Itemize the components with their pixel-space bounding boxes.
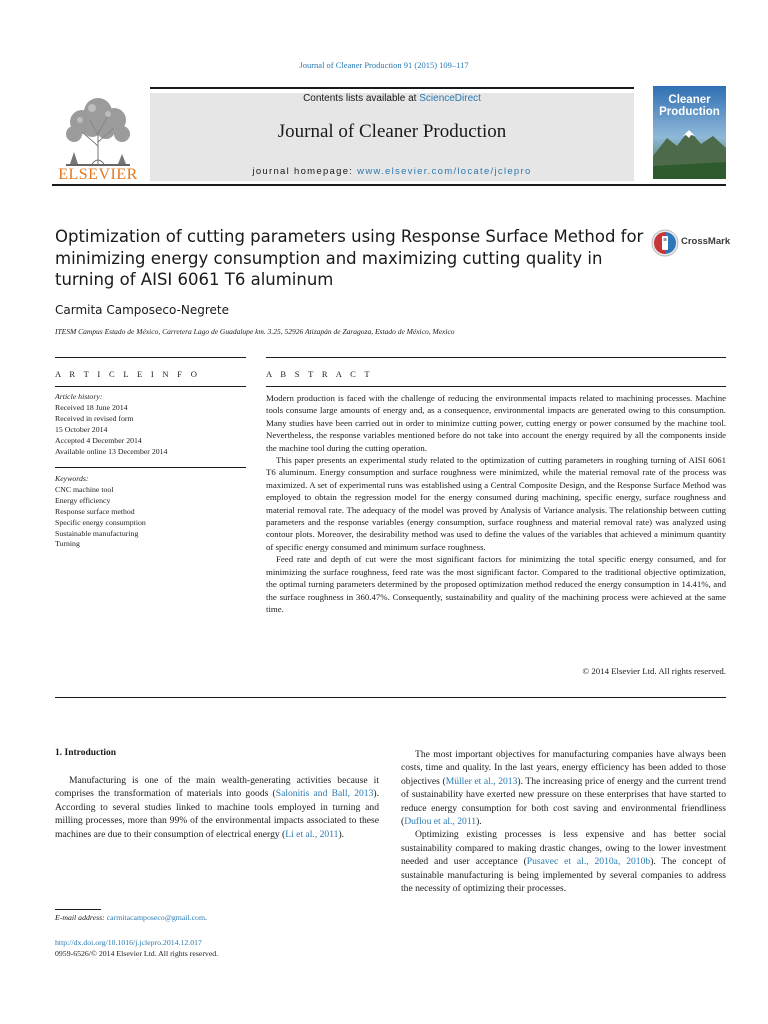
keyword-item: Energy efficiency [55,495,111,505]
article-info-heading: A R T I C L E I N F O [55,369,201,379]
keywords-list [55,474,246,550]
crossmark-icon[interactable] [651,229,679,257]
abstract-paragraph: This paper presents an experimental study related to the optimization of cutting parameters in roughing turning of AISI 6061 T6 aluminum. Energy consumption and surface roughness were minimized, while the material removal rate of the process was maximized. A set of experimental runs was established using a Central Composite Design, and the Response Surface Method was employed to obtain the regression model for the energy consumed during machining, specific energy, surface roughness and material removal rate. The adequacy of the model was proved by Analysis of Variance analysis. The relationship between cutting parameters and the response variables (energy consumption, surface roughness and material removal rate) was analyzed using contour plots. Moreover, the desirability method was used to define the values of the variables that achieved a minimum quantity of specific energy consumed and minimum surface roughness. [266,455,726,552]
masthead-bottom-rule [52,184,726,186]
journal-homepage-line [150,166,634,177]
email-end: . [205,913,207,922]
author-affiliation: ITESM Campus Estado de México, Carretera Lago de Guadalupe km. 3.25, 52926 Atizapán de Zaragoza, Estado de México, Mexico [55,327,455,336]
keyword-item: Turning [55,539,80,549]
abstract-paragraph: Modern production is faced with the challenge of reducing the environmental impacts related to machining processes. Machine tools consume large amounts of energy and, as a consequence, environmental impacts are generated owing to this consumption. Many studies have been carried out in order to minimize cutting power, cutting energy or power consumed by the machine tool. Nevertheless, the response variables mentioned before do not take into account the energy required by all the components inside the machine tool during the cutting operation. [266,393,726,453]
article-info-divider [55,467,246,468]
author-email-link[interactable]: carmitacamposeco@gmail.com [106,913,206,922]
keyword-item: Sustainable manufacturing [55,528,139,538]
abstract-body [266,392,726,615]
keywords-heading: Keywords: [55,474,89,483]
keyword-item: CNC machine tool [55,484,114,494]
history-item: 15 October 2014 [55,424,108,434]
abstract-bottom-rule [55,697,726,698]
keyword-item: Response surface method [55,506,135,516]
keyword-item: Specific energy consumption [55,517,146,527]
abstract-copyright: © 2014 Elsevier Ltd. All rights reserved. [582,666,726,676]
text-run: ). [338,828,345,840]
body-paragraph [401,748,726,828]
abstract-heading-rule [266,386,726,387]
elsevier-logo-text: ELSEVIER [58,166,138,183]
text-run: ). According to several studies linked to machine tools employed in turning and milling processes, more than 99% of the environmental impacts associated to these machines are due to their consumption of electrical energy ( [55,788,379,840]
history-item: Received 18 June 2014 [55,402,128,412]
issn-copyright: 0959-6526/© 2014 Elsevier Ltd. All rights reserved. [55,949,219,958]
citation-link[interactable]: Li et al., 2011 [285,828,339,840]
text-run: Optimizing existing processes is less expensive and has better social sustainability compared to making drastic changes, owing to the lower investment needed and user acceptance ( [401,829,726,868]
article-info-top-rule [55,357,246,358]
body-paragraph [401,828,726,895]
contents-prefix: Contents lists available at [303,93,420,104]
cover-title-line1: Cleaner [668,94,711,106]
body-left-column [55,774,379,841]
footnote-rule [55,909,101,910]
contents-available-line [150,93,634,104]
body-paragraph [55,774,379,841]
citation-link[interactable]: Salonitis and Ball, 2013 [275,788,374,800]
text-run: ). [476,816,482,828]
cover-title-line2: Production [659,106,720,118]
crossmark-label[interactable]: CrossMark [681,236,731,247]
masthead-top-rule [150,87,634,89]
abstract-paragraph: Feed rate and depth of cut were the most significant factors for minimizing the total specific energy consumed, and for minimizing the surface roughness, feed rate was the most significant factor. Compared to the traditional objective optimization, the optimal turning parameters determined by the proposed optimization method reduced the energy consumption in 14.41%, and the surface roughness in 360.47%. Consequently, sustainability and quality of the machining process were achieved at the same time. [266,554,726,614]
article-history-heading: Article history: [55,392,103,401]
section-heading-introduction: 1. Introduction [55,748,117,758]
article-title: Optimization of cutting parameters using Response Surface Method for minimizing energy consumption and maximizing cutting quality in turning of AISI 6061 T6 aluminum [55,227,644,289]
cover-title [653,94,726,118]
doi-link[interactable]: http://dx.doi.org/10.1016/j.jclepro.2014.12.017 [55,938,202,947]
article-history [55,392,246,457]
citation-link[interactable]: Pusavec et al., 2010a, 2010b [526,856,651,868]
homepage-prefix: journal homepage: [252,166,358,177]
history-item: Accepted 4 December 2014 [55,435,142,445]
email-label: E-mail address: [55,913,107,922]
text-run: ). The increasing price of energy and the current trend of sustainability have exerted new pressure on these enterprises that have started to reduce energy consumption for both cost saving and environmental friendliness ( [401,775,727,828]
abstract-heading: A B S T R A C T [266,369,373,379]
article-info-heading-rule [55,386,246,387]
journal-title: Journal of Cleaner Production [277,121,507,142]
journal-homepage-link[interactable]: www.elsevier.com/locate/jclepro [357,166,532,177]
sciencedirect-link[interactable]: ScienceDirect [419,93,481,104]
author-name: Carmita Camposeco-Negrete [55,303,229,317]
citation-link[interactable]: Duflou et al., 2011 [404,816,477,828]
history-item: Received in revised form [55,413,134,423]
history-item: Available online 13 December 2014 [55,446,168,456]
abstract-top-rule [266,357,726,358]
running-head-citation[interactable]: Journal of Cleaner Production 91 (2015) 109–117 [299,60,469,70]
text-run: The most important objectives for manufacturing companies have always been costs, time and quality. In the last years, energy efficiency has been added to those objectives ( [401,749,726,787]
author-email-footnote [55,913,385,922]
body-right-column [401,748,726,895]
citation-link[interactable]: Müller et al., 2013 [445,775,518,787]
text-run: Manufacturing is one of the main wealth-generating activities because it comprises the transformation of materials into goods ( [55,775,379,800]
text-run: ). The concept of sustainable manufacturing is being implemented by several companies to address the necessity of optimizing their processes. [401,856,726,895]
